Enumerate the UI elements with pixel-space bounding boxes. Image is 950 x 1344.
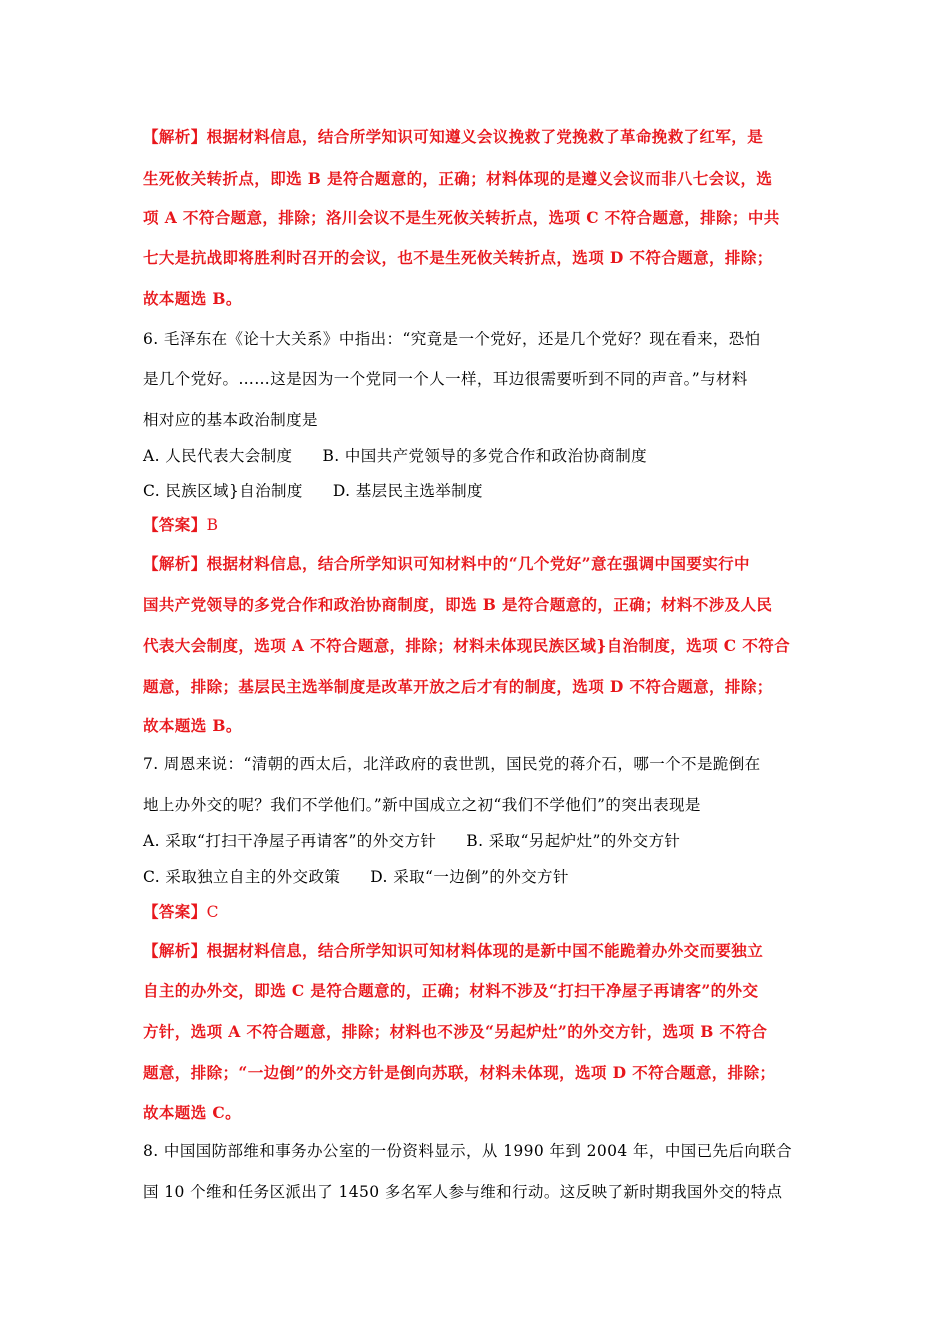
question-7-line-1: 7. 周恩来说：“清朝的西太后，北洋政府的袁世凯，国民党的蒋介石，哪一个不是跪倒在 <box>143 755 761 773</box>
question-7-options-cd <box>143 867 569 887</box>
question-7-options-ab <box>143 831 680 851</box>
question-8-line-1: 8. 中国国防部维和事务办公室的一份资料显示，从 1990 年到 2004 年，中国已先后向联合 <box>143 1142 793 1160</box>
question-6-options-ab <box>143 446 647 466</box>
option-a: A. 采取“打扫干净屋子再请客”的外交方针 <box>143 832 437 850</box>
answer-value: B <box>206 516 219 534</box>
option-a: A. 人民代表大会制度 <box>143 447 293 465</box>
option-c: C. 民族区域}自治制度 <box>143 482 303 500</box>
question-6-line-1: 6. 毛泽东在《论十大关系》中指出：“究竟是一个党好，还是几个党好？现在看来，恐怕 <box>143 330 761 348</box>
answer-tag: 【答案】 <box>143 515 207 534</box>
analysis-5-line-5: 故本题选 B。 <box>143 289 242 308</box>
analysis-5-line-3: 项 A 不符合题意，排除；洛川会议不是生死攸关转折点，选项 C 不符合题意，排除；中共 <box>143 208 780 227</box>
analysis-tag: 【解析】 <box>143 127 207 146</box>
analysis-5-line-4: 七大是抗战即将胜利时召开的会议，也不是生死攸关转折点，选项 D 不符合题意，排除； <box>143 248 773 267</box>
option-b: B. 中国共产党领导的多党合作和政治协商制度 <box>322 447 647 465</box>
analysis-5-line-2: 生死攸关转折点，即选 B 是符合题意的，正确；材料体现的是遵义会议而非八七会议，选 <box>143 169 773 188</box>
question-6-answer <box>143 515 218 535</box>
analysis-7-line-3: 方针，选项 A 不符合题意，排除；材料也不涉及“另起炉灶”的外交方针，选项 B 不符合 <box>143 1022 768 1041</box>
option-d: D. 采取“一边倒”的外交方针 <box>370 868 569 886</box>
answer-value: C <box>206 903 219 921</box>
analysis-6-line-4: 题意，排除；基层民主选举制度是改革开放之后才有的制度，选项 D 不符合题意，排除； <box>143 677 773 696</box>
analysis-7-line-1: 【解析】根据材料信息，结合所学知识可知材料体现的是新中国不能跪着办外交而要独立 <box>143 941 764 960</box>
answer-tag: 【答案】 <box>143 902 207 921</box>
analysis-6-line-2: 国共产党领导的多党合作和政治协商制度，即选 B 是符合题意的，正确；材料不涉及人民 <box>143 595 773 614</box>
question-7-line-2: 地上办外交的呢？我们不学他们。”新中国成立之初“我们不学他们”的突出表现是 <box>143 796 701 814</box>
question-7-answer <box>143 902 219 922</box>
analysis-tag: 【解析】 <box>143 941 207 960</box>
analysis-6-line-3: 代表大会制度，选项 A 不符合题意，排除；材料未体现民族区域}自治制度，选项 C 不符合 <box>143 636 791 655</box>
question-6-line-3: 相对应的基本政治制度是 <box>143 411 318 429</box>
question-6-line-2: 是几个党好。……这是因为一个党同一个人一样，耳边很需要听到不同的声音。”与材料 <box>143 370 748 388</box>
option-b: B. 采取“另起炉灶”的外交方针 <box>466 832 681 850</box>
analysis-6-line-1: 【解析】根据材料信息，结合所学知识可知材料中的“几个党好”意在强调中国要实行中 <box>143 554 750 573</box>
analysis-7-line-4: 题意，排除；“一边倒”的外交方针是倒向苏联，材料未体现，选项 D 不符合题意，排除； <box>143 1063 776 1082</box>
analysis-7-line-2: 自主的办外交，即选 C 是符合题意的，正确；材料不涉及“打扫干净屋子再请客”的外交 <box>143 981 759 1000</box>
analysis-7-line-5: 故本题选 C。 <box>143 1103 242 1122</box>
question-6-options-cd <box>143 481 483 501</box>
analysis-tag: 【解析】 <box>143 554 207 573</box>
option-c: C. 采取独立自主的外交政策 <box>143 868 341 886</box>
option-d: D. 基层民主选举制度 <box>332 482 483 500</box>
question-8-line-2: 国 10 个维和任务区派出了 1450 多名军人参与维和行动。这反映了新时期我国外交的特点 <box>143 1183 783 1201</box>
analysis-5-line-1: 【解析】根据材料信息，结合所学知识可知遵义会议挽救了党挽救了革命挽救了红军，是 <box>143 127 764 146</box>
analysis-6-line-5: 故本题选 B。 <box>143 716 242 735</box>
